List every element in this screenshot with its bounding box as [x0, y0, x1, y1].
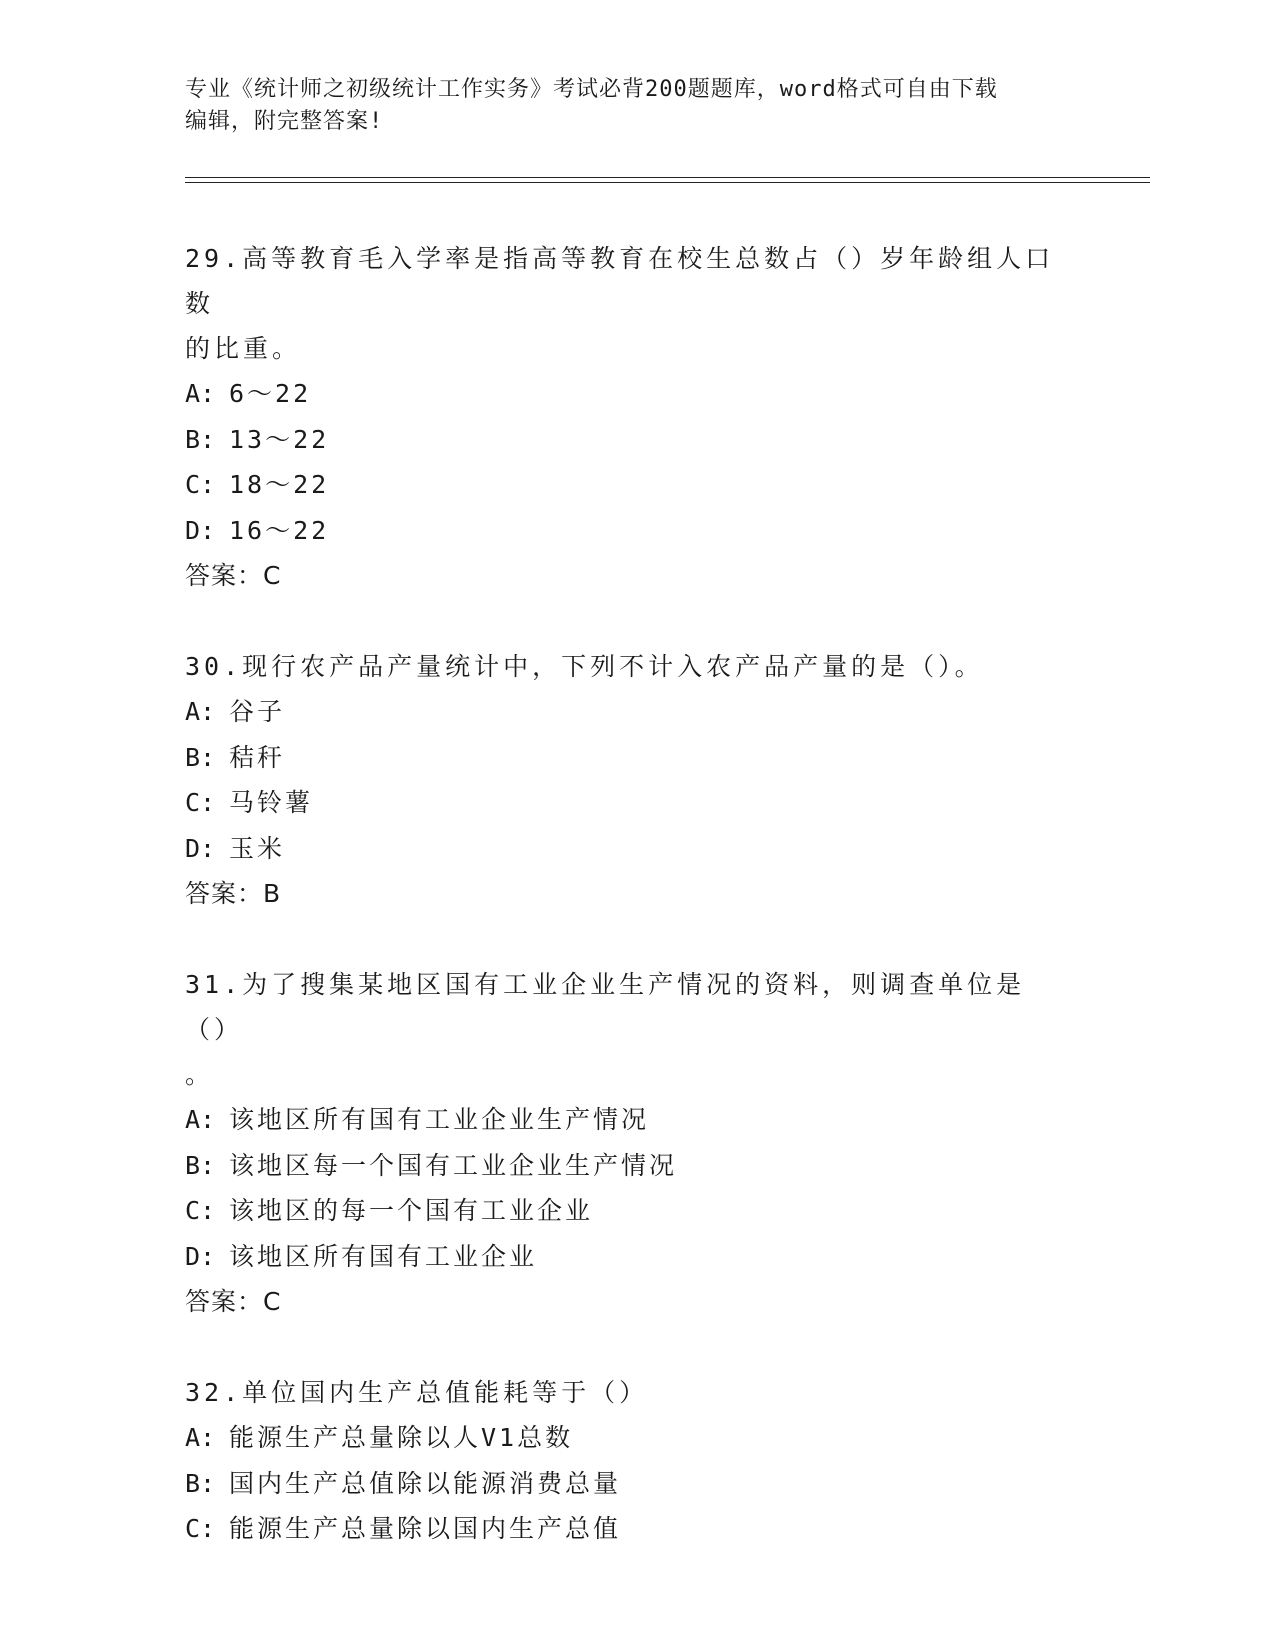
option-text: 16～22 — [229, 515, 330, 545]
option-text: 谷子 — [229, 697, 286, 726]
option-b — [185, 417, 1065, 463]
option-b — [185, 1143, 1065, 1189]
option-c — [185, 780, 1065, 826]
option-label: C: — [185, 788, 216, 817]
option-label: B: — [185, 424, 216, 454]
option-text: 玉米 — [229, 833, 286, 863]
header-divider-bottom — [185, 182, 1150, 183]
option-label: D: — [185, 833, 216, 863]
option-text: 该地区所有国有工业企业生产情况 — [229, 1105, 650, 1134]
option-a — [185, 1097, 1065, 1143]
question-stem — [185, 644, 1065, 689]
option-label: B: — [185, 1468, 216, 1498]
option-a — [185, 689, 1065, 735]
question-30 — [185, 644, 1065, 917]
option-label: A: — [185, 1105, 216, 1134]
option-c — [185, 462, 1065, 508]
option-text: 马铃薯 — [229, 788, 314, 817]
option-b — [185, 1461, 1065, 1507]
question-29 — [185, 236, 1065, 599]
option-label: A: — [185, 379, 216, 408]
option-d — [185, 826, 1065, 872]
option-c — [185, 1188, 1065, 1234]
option-text: 13～22 — [229, 424, 330, 454]
option-text: 能源生产总量除以人V1总数 — [229, 1423, 574, 1452]
option-label: C: — [185, 1514, 216, 1543]
option-label: B: — [185, 742, 216, 772]
answer-line: 答案：C — [185, 561, 282, 590]
question-stem-line-1: 31.为了搜集某地区国有工业企业生产情况的资料，则调查单位是（） — [185, 970, 1026, 1044]
option-text: 该地区的每一个国有工业企业 — [229, 1196, 594, 1225]
question-stem-line-1: 32.单位国内生产总值能耗等于（） — [185, 1378, 649, 1407]
option-label: C: — [185, 1196, 216, 1225]
header-line-1: 专业《统计师之初级统计工作实务》考试必背200题题库，word格式可自由下载 — [185, 77, 998, 102]
header-line-2: 编辑，附完整答案! — [185, 109, 384, 134]
option-label: B: — [185, 1150, 216, 1180]
document-header — [185, 74, 1065, 138]
option-text: 秸秆 — [229, 742, 286, 772]
option-label: D: — [185, 515, 216, 545]
answer-line: 答案：B — [185, 879, 282, 908]
question-stem-line-2: 。 — [185, 1060, 215, 1089]
option-text: 该地区所有国有工业企业 — [229, 1241, 538, 1271]
question-list — [185, 236, 1065, 1597]
option-text: 6～22 — [229, 379, 312, 408]
option-label: D: — [185, 1241, 216, 1271]
answer-line: 答案：C — [185, 1287, 282, 1316]
question-stem — [185, 962, 1065, 1097]
option-text: 该地区每一个国有工业企业生产情况 — [229, 1150, 678, 1180]
question-31 — [185, 962, 1065, 1325]
question-32 — [185, 1370, 1065, 1552]
header-divider-top — [185, 177, 1150, 178]
question-stem-line-1: 29.高等教育毛入学率是指高等教育在校生总数占（）岁年龄组人口数 — [185, 244, 1055, 318]
option-label: C: — [185, 470, 216, 499]
question-stem-line-2: 的比重。 — [185, 334, 302, 363]
option-text: 国内生产总值除以能源消费总量 — [229, 1468, 622, 1498]
option-text: 能源生产总量除以国内生产总值 — [229, 1514, 622, 1543]
option-a — [185, 1415, 1065, 1461]
option-text: 18～22 — [229, 470, 330, 499]
option-label: A: — [185, 1423, 216, 1452]
option-d — [185, 1234, 1065, 1280]
question-stem-line-1: 30.现行农产品产量统计中，下列不计入农产品产量的是（）。 — [185, 652, 984, 681]
option-b — [185, 735, 1065, 781]
option-c — [185, 1506, 1065, 1552]
question-stem — [185, 1370, 1065, 1415]
option-a — [185, 371, 1065, 417]
question-stem — [185, 236, 1065, 371]
option-label: A: — [185, 697, 216, 726]
option-d — [185, 508, 1065, 554]
